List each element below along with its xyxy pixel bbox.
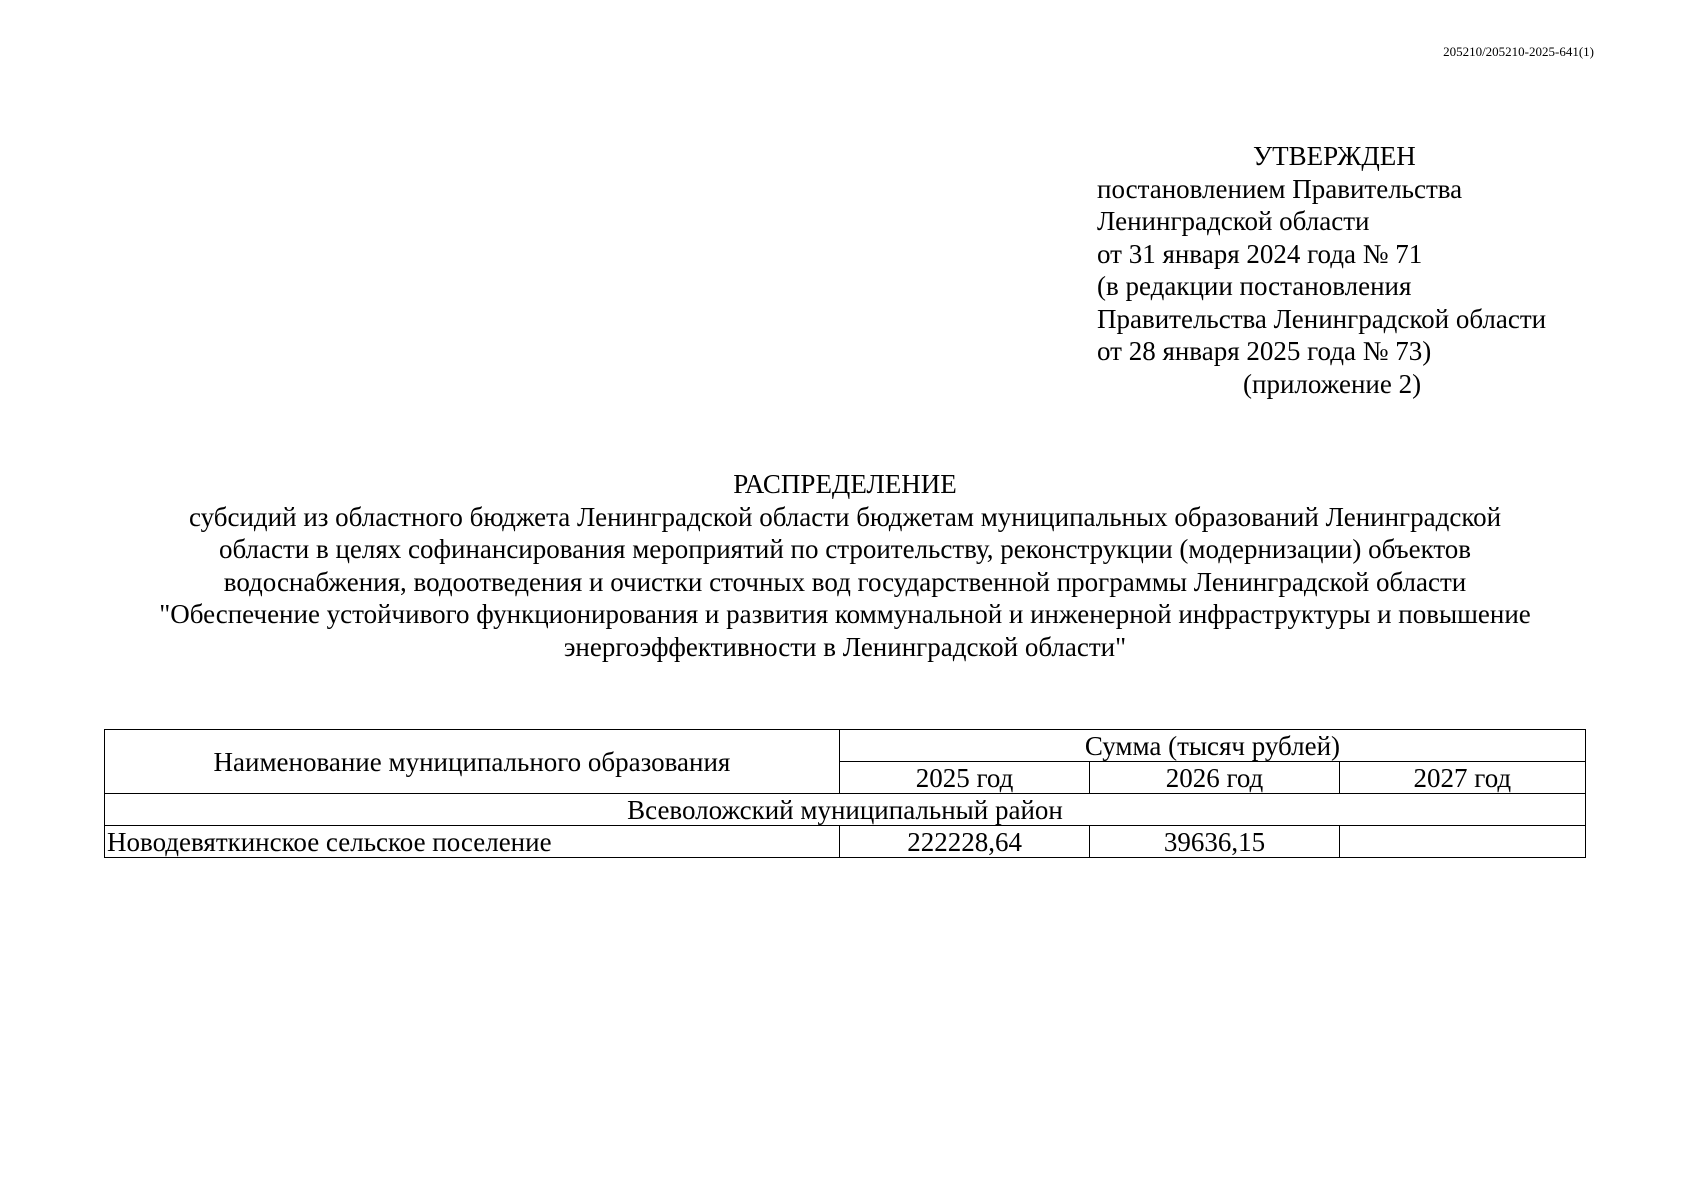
row-municipality: Новодевяткинское сельское поселение — [105, 826, 840, 858]
heading-line: субсидий из областного бюджета Ленинградской области бюджетам муниципальных образований Ленинградской — [188, 501, 1502, 532]
heading-line: "Обеспечение устойчивого функционирования и развития коммунальной и инженерной инфраструктуры и повышение — [159, 599, 1531, 629]
row-value-2026: 39636,15 — [1090, 826, 1339, 858]
group-name: Всеволожский муниципальный район — [105, 794, 1586, 826]
approval-block — [1097, 140, 1546, 400]
header-year-2025: 2025 год — [839, 762, 1089, 794]
approval-line: от 31 января 2024 года № 71 — [1097, 238, 1423, 269]
table-group-row — [105, 794, 1586, 826]
heading-title: РАСПРЕДЕЛЕНИЕ — [733, 469, 957, 499]
approval-line: от 28 января 2025 года № 73) — [1097, 336, 1432, 366]
table-header-row — [105, 730, 1586, 762]
approval-line: Правительства Ленинградской области — [1097, 303, 1547, 334]
header-sum: Сумма (тысяч рублей) — [839, 730, 1585, 762]
header-year-2027: 2027 год — [1339, 762, 1585, 794]
heading-line: энергоэффективности в Ленинградской области" — [563, 631, 1127, 662]
document-id: 205210/205210-2025-641(1) — [1443, 44, 1594, 59]
approval-title: УТВЕРЖДЕН — [1253, 141, 1416, 171]
approval-line: Ленинградской области — [1097, 206, 1370, 236]
heading-line: водоснабжения, водоотведения и очистки сточных вод государственной программы Ленинградской области — [223, 566, 1467, 597]
approval-line: (в редакции постановления — [1097, 271, 1412, 301]
approval-line: постановлением Правительства — [1097, 173, 1463, 204]
row-value-2025: 222228,64 — [839, 826, 1089, 858]
document-heading — [105, 468, 1585, 663]
distribution-table — [104, 729, 1586, 858]
heading-line: области в целях софинансирования мероприятий по строительству, реконструкции (модернизации) объектов — [218, 534, 1472, 564]
approval-appendix: (приложение 2) — [1243, 368, 1422, 399]
table-row — [105, 826, 1586, 858]
header-year-2026: 2026 год — [1090, 762, 1339, 794]
row-value-2027 — [1339, 826, 1585, 858]
header-municipality: Наименование муниципального образования — [105, 730, 840, 794]
